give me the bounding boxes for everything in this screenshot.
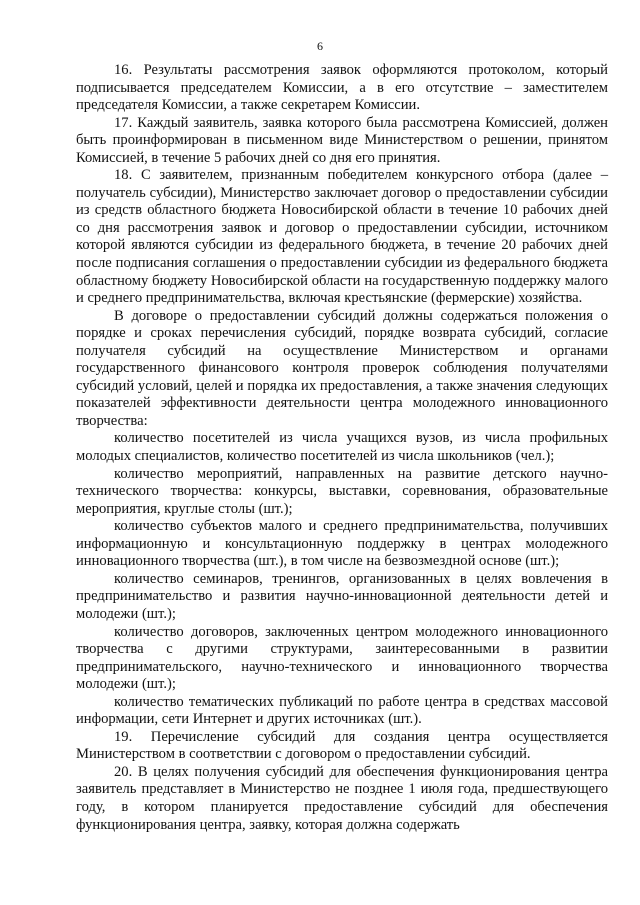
indicator-seminars: количество семинаров, тренингов, организованных в целях вовлечения в предпринимательство и развития научно-инновационной деятельности детей и молодежи (шт.); — [76, 570, 608, 622]
page-number: 6 — [317, 39, 323, 53]
indicator-sme-support: количество субъектов малого и среднего предпринимательства, получивших информационную и консультационную поддержку в центрах молодежного инновационного творчества (шт.), в том числе на безвозмездной основе (шт.); — [76, 518, 608, 570]
indicator-contracts: количество договоров, заключенных центром молодежного инновационного творчества с другими структурами, заинтересованными в развитии предпринимательского, научно-технического и инновационного творчества молодежи (шт.); — [76, 623, 608, 693]
indicator-publications: количество тематических публикаций по работе центра в средствах массовой информации, сети Интернет и других источниках (шт.). — [76, 693, 608, 728]
paragraph-18-subsidy-agreement: 18. С заявителем, признанным победителем конкурсного отбора (далее – получатель субсидии), Министерство заключает договор о предоставлении субсидии из средств областного бюджета Новосибирской области в течение 10 рабочих дней со дня рассмотрения заявок и договор о предоставлении субсидии, источником которой являются субсидии из федерального бюджета, в течение 20 рабочих дней после подписания соглашения о предоставлении субсидии из федерального бюджета областному бюджету Новосибирской области на государственную поддержку малого и среднего предпринимательства, включая крестьянские (фермерские) хозяйства. — [76, 167, 608, 307]
indicator-events: количество мероприятий, направленных на развитие детского научно-технического творчества: конкурсы, выставки, соревнования, образовательные мероприятия, круглые столы (шт.); — [76, 465, 608, 517]
paragraph-17-applicant-notification: 17. Каждый заявитель, заявка которого была рассмотрена Комиссией, должен быть проинформирован в письменном виде Министерством о решении, принятом Комиссией, в течение 5 рабочих дней со дня его принятия. — [76, 114, 608, 166]
paragraph-20-application-submission: 20. В целях получения субсидий для обеспечения функционирования центра заявитель представляет в Министерство не позднее 1 июля года, предшествующего году, в котором планируется предоставление субсидий для обеспечения функционирования центра, заявку, которая должна содержать — [76, 763, 608, 833]
paragraph-16-review-results: 16. Результаты рассмотрения заявок оформляются протоколом, который подписывается председателем Комиссии, а в его отсутствие – заместителем председателя Комиссии, а также секретарем Комиссии. — [76, 62, 608, 114]
document-body — [76, 62, 608, 834]
paragraph-agreement-provisions: В договоре о предоставлении субсидий должны содержаться положения о порядке и сроках перечисления субсидий, порядке возврата субсидий, согласие получателя субсидий на осуществление Министерством и органами государственного финансового контроля проверок соблюдения получателями субсидий условий, целей и порядка их предоставления, а также значения следующих показателей эффективности деятельности центра молодежного инновационного творчества: — [76, 307, 608, 429]
paragraph-19-subsidy-transfer: 19. Перечисление субсидий для создания центра осуществляется Министерством в соответствии с договором о предоставлении субсидий. — [76, 728, 608, 763]
indicator-visitors: количество посетителей из числа учащихся вузов, из числа профильных молодых специалистов, количество посетителей из числа школьников (чел.); — [76, 430, 608, 465]
